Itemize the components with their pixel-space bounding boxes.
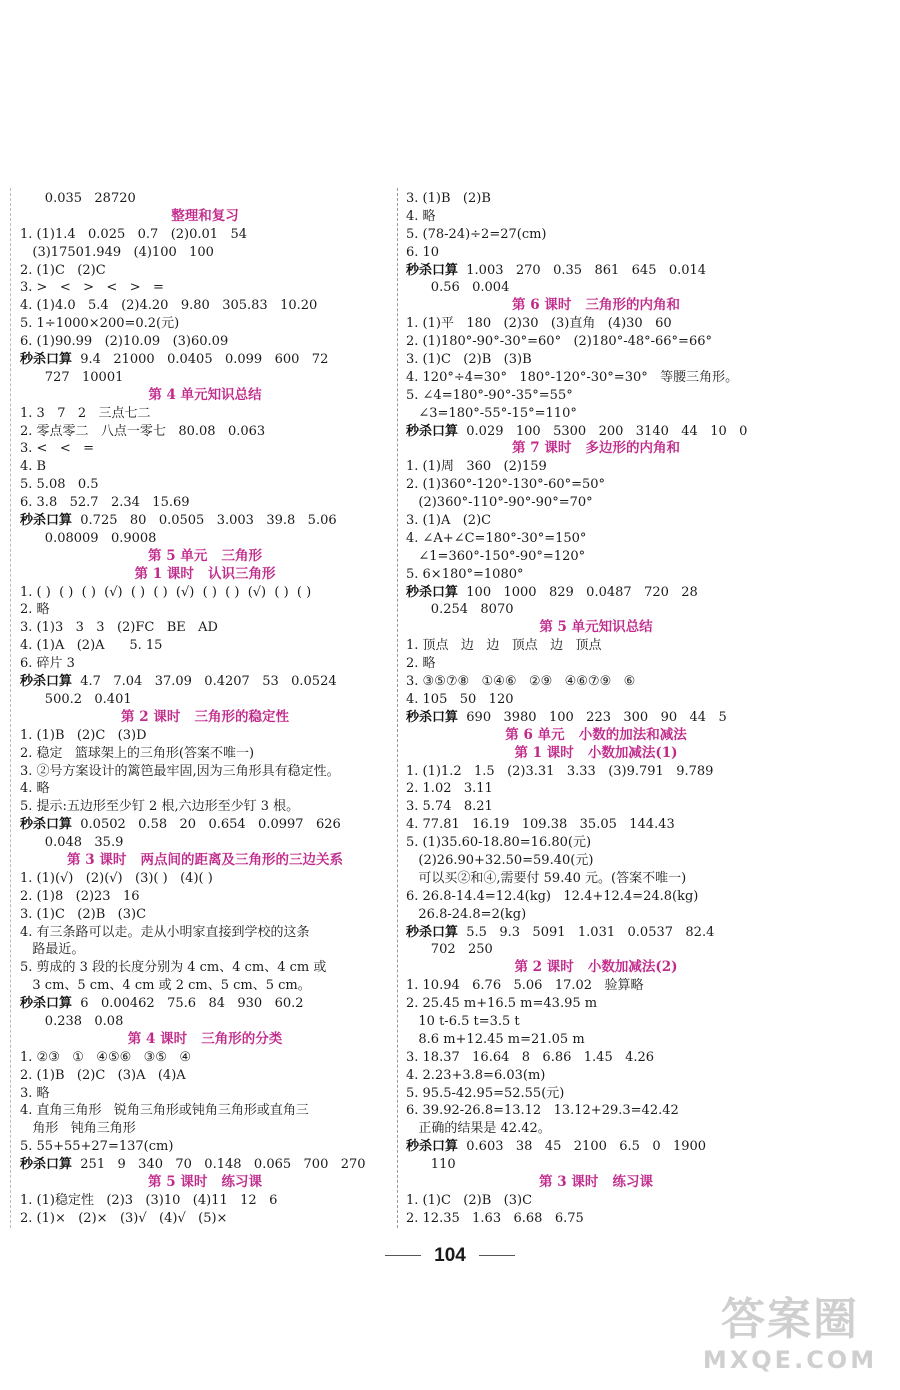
line-text: 2. (1)× (2)× (3)√ (4)√ (5)×: [20, 1210, 228, 1226]
answer-line: [406, 566, 786, 584]
line-text: 3. (1)A (2)C: [406, 513, 492, 529]
answer-line: [20, 619, 390, 637]
mental-math-label: 秒杀口算: [406, 709, 459, 725]
line-text: 5. 55+55+27=137(cm): [20, 1139, 174, 1155]
line-text: 0.56 0.004: [406, 280, 510, 296]
answer-line: [20, 190, 390, 208]
line-text: 1. (1)平 180 (2)30 (3)直角 (4)30 60: [406, 316, 672, 332]
mental-math-label: 秒杀口算: [20, 674, 73, 690]
answer-line: [406, 763, 786, 781]
line-text: 4. B: [20, 459, 47, 475]
line-text: 可以买②和④,需要付 59.40 元。(答案不唯一): [406, 870, 687, 886]
answer-line: [20, 1102, 390, 1120]
line-text: 第 1 课时 认识三角形: [134, 565, 276, 582]
answer-line: [20, 333, 390, 351]
answer-line: [406, 190, 786, 208]
line-text: 1. (1)C (2)B (3)C: [406, 1192, 533, 1208]
line-text: 3. 5.74 8.21: [406, 799, 493, 815]
line-text: 3. < < =: [20, 441, 95, 457]
line-text: ∠3=180°-55°-15°=110°: [406, 405, 577, 421]
line-text: 1. 10.94 6.76 5.06 17.02 验算略: [406, 978, 644, 994]
answer-line: [20, 584, 390, 602]
line-text: 5. (1)35.60-18.80=16.80(元): [406, 835, 592, 851]
line-text: 2. 略: [406, 656, 436, 672]
line-text: 3. (1)B (2)B: [406, 191, 491, 206]
line-text: (3)17501.949 (4)100 100: [20, 244, 214, 260]
answer-line: [406, 1156, 786, 1174]
line-text: 5. 提示:五边形至少钉 2 根,六边形至少钉 3 根。: [20, 799, 300, 815]
mental-math-line: [20, 816, 390, 834]
answer-line: [20, 601, 390, 619]
line-text: 4. 120°÷4=30° 180°-120°-30°=30° 等腰三角形。: [406, 369, 739, 385]
line-text: 1.003 270 0.35 861 645 0.014: [458, 262, 707, 278]
answer-line: [406, 1192, 786, 1210]
line-text: 第 6 课时 三角形的内角和: [512, 297, 680, 314]
answer-line: [406, 1049, 786, 1067]
section-heading: [20, 709, 390, 727]
line-text: 第 1 课时 小数加减法(1): [514, 744, 678, 761]
page-number: 104: [434, 1245, 466, 1266]
answer-line: [20, 655, 390, 673]
line-text: 4. ∠A+∠C=180°-30°=150°: [406, 530, 587, 546]
answer-line: [406, 476, 786, 494]
answer-line: [406, 1031, 786, 1049]
answer-line: [20, 1067, 390, 1085]
answer-line: [20, 798, 390, 816]
watermark-en: MXQE.COM: [702, 1346, 878, 1374]
line-text: 第 6 单元 小数的加法和减法: [505, 726, 687, 743]
mental-math-line: [406, 423, 786, 441]
line-text: 6. 26.8-14.4=12.4(kg) 12.4+12.4=24.8(kg): [406, 888, 699, 904]
mental-math-label: 秒杀口算: [406, 584, 459, 600]
watermark-cn: 答案圈: [721, 1294, 859, 1345]
line-text: 第 5 课时 练习课: [148, 1173, 262, 1190]
line-text: 1. (1)1.4 0.025 0.7 (2)0.01 54: [20, 226, 248, 242]
line-text: 1. (1)周 360 (2)159: [406, 459, 547, 475]
line-text: 4.7 7.04 37.09 0.4207 53 0.0524: [72, 674, 337, 690]
line-text: 2. 1.02 3.11: [406, 781, 493, 797]
answer-line: [20, 691, 390, 709]
answer-line: [20, 1049, 390, 1067]
line-text: 第 2 课时 小数加减法(2): [514, 959, 678, 976]
answer-line: [406, 1102, 786, 1120]
section-heading: [20, 387, 390, 405]
answer-line: [20, 226, 390, 244]
line-text: 5.5 9.3 5091 1.031 0.0537 82.4: [458, 924, 715, 940]
section-heading: [406, 440, 786, 458]
answer-line: [20, 530, 390, 548]
line-text: 第 4 课时 三角形的分类: [127, 1030, 283, 1047]
answer-line: [406, 1210, 786, 1228]
footer-dash-right: [479, 1255, 515, 1256]
left-margin-rule: [10, 188, 11, 1228]
answer-line: [20, 834, 390, 852]
answer-line: [406, 941, 786, 959]
answer-line: [406, 530, 786, 548]
mental-math-label: 秒杀口算: [20, 1157, 73, 1173]
line-text: 6. 39.92-26.8=13.12 13.12+29.3=42.42: [406, 1103, 679, 1119]
answer-line: [20, 440, 390, 458]
answer-line: [20, 727, 390, 745]
answer-line: [406, 1120, 786, 1138]
line-text: 4. 有三条路可以走。走从小明家直接到学校的这条: [20, 924, 310, 940]
answer-line: [406, 906, 786, 924]
section-heading: [20, 548, 390, 566]
section-heading: [406, 959, 786, 977]
answer-line: [20, 763, 390, 781]
answer-line: [20, 1120, 390, 1138]
answer-line: [406, 315, 786, 333]
answer-line: [20, 1085, 390, 1103]
line-text: 6. 3.8 52.7 2.34 15.69: [20, 495, 190, 511]
answer-line: [20, 941, 390, 959]
section-heading: [20, 1174, 390, 1192]
answer-line: [20, 1192, 390, 1210]
answer-line: [406, 870, 786, 888]
line-text: 1. ( ) ( ) ( ) (√) ( ) ( ) (√) ( ) ( ) (√) ( ) ( ): [20, 584, 312, 600]
line-text: ∠1=360°-150°-90°=120°: [406, 548, 586, 564]
line-text: 4. 77.81 16.19 109.38 35.05 144.43: [406, 817, 675, 833]
line-text: 2. 稳定 篮球架上的三角形(答案不唯一): [20, 745, 255, 761]
line-text: 6 0.00462 75.6 84 930 60.2: [72, 996, 304, 1012]
line-text: 2. (1)8 (2)23 16: [20, 888, 140, 904]
answer-line: [20, 637, 390, 655]
line-text: 5. 6×180°=1080°: [406, 566, 524, 582]
line-text: 3. 18.37 16.64 8 6.86 1.45 4.26: [406, 1049, 655, 1065]
line-text: 110: [406, 1157, 456, 1173]
answer-line: [406, 1085, 786, 1103]
line-text: 角形 钝角三角形: [20, 1121, 136, 1137]
line-text: 整理和复习: [171, 207, 239, 224]
answer-line: [406, 673, 786, 691]
line-text: 1. (1)(√) (2)(√) (3)( ) (4)( ): [20, 870, 213, 886]
line-text: 5. (78-24)÷2=27(cm): [406, 226, 547, 242]
line-text: 6. 10: [406, 244, 440, 260]
answer-line: [20, 870, 390, 888]
mental-math-line: [406, 262, 786, 280]
answer-line: [406, 798, 786, 816]
line-text: 5. 1÷1000×200=0.2(元): [20, 316, 180, 332]
line-text: 4. 略: [20, 781, 50, 797]
section-heading: [406, 297, 786, 315]
line-text: 0.254 8070: [406, 602, 514, 618]
mental-math-line: [406, 709, 786, 727]
mental-math-label: 秒杀口算: [406, 924, 459, 940]
line-text: 100 1000 829 0.0487 720 28: [458, 584, 698, 600]
answer-line: [406, 226, 786, 244]
line-text: 4. 105 50 120: [406, 691, 514, 707]
line-text: 4. (1)A (2)A 5. 15: [20, 638, 163, 654]
page-footer: [0, 1245, 900, 1267]
answer-line: [20, 476, 390, 494]
mental-math-label: 秒杀口算: [20, 996, 73, 1012]
mental-math-label: 秒杀口算: [20, 352, 73, 368]
line-text: 2. 25.45 m+16.5 m=43.95 m: [406, 996, 598, 1012]
answer-line: [406, 888, 786, 906]
answer-line: [406, 369, 786, 387]
answer-line: [406, 637, 786, 655]
watermark-logo: [690, 1294, 890, 1384]
line-text: 第 4 单元知识总结: [148, 386, 262, 403]
mental-math-line: [20, 512, 390, 530]
answer-line: [20, 279, 390, 297]
line-text: 0.0502 0.58 20 0.654 0.0997 626: [72, 817, 341, 833]
answer-line: [20, 458, 390, 476]
mental-math-label: 秒杀口算: [406, 262, 459, 278]
section-heading: [20, 208, 390, 226]
line-text: 0.238 0.08: [20, 1013, 124, 1029]
mental-math-line: [20, 1156, 390, 1174]
answer-column-right: [406, 190, 786, 1228]
line-text: 1. 顶点 边 边 顶点 边 顶点: [406, 638, 602, 654]
answer-line: [20, 1013, 390, 1031]
answer-line: [406, 279, 786, 297]
line-text: 3. > < > < > =: [20, 280, 164, 296]
answer-line: [406, 977, 786, 995]
footer-dash-left: [385, 1255, 421, 1256]
section-heading: [20, 566, 390, 584]
line-text: 1. ②③ ① ④⑤⑥ ③⑤ ④: [20, 1049, 192, 1065]
answer-line: [20, 888, 390, 906]
answer-line: [406, 387, 786, 405]
line-text: 6. (1)90.99 (2)10.09 (3)60.09: [20, 334, 229, 350]
column-divider: [397, 188, 398, 1228]
answer-line: [20, 262, 390, 280]
line-text: 10 t-6.5 t=3.5 t: [406, 1013, 520, 1029]
line-text: 2. (1)180°-90°-30°=60° (2)180°-48°-66°=66°: [406, 334, 712, 350]
answer-line: [20, 315, 390, 333]
line-text: 3. (1)3 3 3 (2)FC BE AD: [20, 620, 218, 636]
line-text: 3. 略: [20, 1085, 50, 1101]
line-text: 9.4 21000 0.0405 0.099 600 72: [72, 352, 329, 368]
line-text: 5. 剪成的 3 段的长度分别为 4 cm、4 cm、4 cm 或: [20, 960, 327, 976]
line-text: 0.603 38 45 2100 6.5 0 1900: [458, 1139, 707, 1155]
line-text: 第 5 单元知识总结: [539, 619, 653, 636]
line-text: 0.048 35.9: [20, 835, 124, 851]
answer-line: [406, 691, 786, 709]
line-text: 6. 碎片 3: [20, 656, 75, 672]
section-heading: [406, 1174, 786, 1192]
answer-line: [20, 1138, 390, 1156]
line-text: 3. ③⑤⑦⑧ ①④⑥ ②⑨ ④⑥⑦⑨ ⑥: [406, 674, 636, 690]
line-text: (2)360°-110°-90°-90°=70°: [406, 495, 593, 511]
answer-line: [20, 494, 390, 512]
answer-line: [20, 244, 390, 262]
line-text: 5. 5.08 0.5: [20, 477, 99, 493]
mental-math-line: [20, 673, 390, 691]
mental-math-line: [20, 351, 390, 369]
line-text: 1. (1)1.2 1.5 (2)3.31 3.33 (3)9.791 9.789: [406, 763, 714, 779]
line-text: 0.035 28720: [20, 191, 136, 206]
line-text: 第 7 课时 多边形的内角和: [512, 440, 680, 457]
answer-line: [406, 852, 786, 870]
mental-math-line: [406, 584, 786, 602]
mental-math-label: 秒杀口算: [406, 1139, 459, 1155]
mental-math-label: 秒杀口算: [406, 423, 459, 439]
line-text: 第 5 单元 三角形: [148, 547, 262, 564]
line-text: 4. 2.23+3.8=6.03(m): [406, 1067, 546, 1083]
line-text: 正确的结果是 42.42。: [406, 1121, 551, 1137]
line-text: 251 9 340 70 0.148 0.065 700 270: [72, 1157, 366, 1173]
line-text: 0.725 80 0.0505 3.003 39.8 5.06: [72, 513, 337, 529]
line-text: 500.2 0.401: [20, 691, 132, 707]
answer-line: [20, 780, 390, 798]
line-text: 第 2 课时 三角形的稳定性: [121, 708, 289, 725]
answer-line: [406, 1067, 786, 1085]
answer-line: [20, 369, 390, 387]
line-text: 26.8-24.8=2(kg): [406, 906, 527, 922]
line-text: 5. ∠4=180°-90°-35°=55°: [406, 387, 573, 403]
line-text: 1. (1)稳定性 (2)3 (3)10 (4)11 12 6: [20, 1192, 278, 1208]
answer-line: [406, 458, 786, 476]
section-heading: [406, 619, 786, 637]
answer-line: [406, 655, 786, 673]
line-text: 702 250: [406, 942, 493, 958]
answer-line: [406, 494, 786, 512]
line-text: 2. (1)B (2)C (3)A (4)A: [20, 1067, 186, 1083]
answer-line: [406, 351, 786, 369]
answer-line: [20, 924, 390, 942]
answer-line: [406, 995, 786, 1013]
answer-line: [406, 244, 786, 262]
line-text: (2)26.90+32.50=59.40(元): [406, 852, 594, 868]
section-heading: [20, 852, 390, 870]
line-text: 路最近。: [20, 942, 85, 958]
line-text: 第 3 课时 两点间的距离及三角形的三边关系: [67, 851, 343, 868]
line-text: 1. 3 7 2 三点七二: [20, 405, 151, 421]
line-text: 2. 12.35 1.63 6.68 6.75: [406, 1210, 584, 1226]
answer-line: [406, 834, 786, 852]
answer-line: [406, 780, 786, 798]
line-text: 2. 零点零二 八点一零七 80.08 0.063: [20, 423, 266, 439]
line-text: 2. (1)360°-120°-130°-60°=50°: [406, 477, 606, 493]
line-text: 3. (1)C (2)B (3)C: [20, 906, 147, 922]
answer-line: [406, 601, 786, 619]
mental-math-line: [406, 1138, 786, 1156]
line-text: 4. 略: [406, 208, 436, 224]
line-text: 3. (1)C (2)B (3)B: [406, 352, 532, 368]
answer-column-left: [20, 190, 390, 1228]
mental-math-line: [20, 995, 390, 1013]
answer-line: [406, 333, 786, 351]
line-text: 3 cm、5 cm、4 cm 或 2 cm、5 cm、5 cm。: [20, 978, 311, 994]
line-text: 0.08009 0.9008: [20, 530, 157, 546]
line-text: 727 10001: [20, 369, 124, 385]
section-heading: [406, 727, 786, 745]
answer-line: [20, 405, 390, 423]
answer-line: [406, 548, 786, 566]
answer-line: [406, 512, 786, 530]
answer-line: [406, 208, 786, 226]
answer-line: [406, 405, 786, 423]
answer-line: [20, 1210, 390, 1228]
answer-line: [406, 1013, 786, 1031]
line-text: 5. 95.5-42.95=52.55(元): [406, 1085, 565, 1101]
answer-line: [20, 906, 390, 924]
answer-line: [20, 959, 390, 977]
answer-line: [20, 977, 390, 995]
line-text: 4. 直角三角形 锐角三角形或钝角三角形或直角三: [20, 1103, 309, 1119]
line-text: 4. (1)4.0 5.4 (2)4.20 9.80 305.83 10.20: [20, 298, 318, 314]
line-text: 0.029 100 5300 200 3140 44 10 0: [458, 423, 748, 439]
answer-line: [20, 423, 390, 441]
answer-line: [20, 297, 390, 315]
answer-line: [20, 745, 390, 763]
line-text: 690 3980 100 223 300 90 44 5: [458, 709, 727, 725]
mental-math-label: 秒杀口算: [20, 817, 73, 833]
line-text: 8.6 m+12.45 m=21.05 m: [406, 1031, 585, 1047]
line-text: 1. (1)B (2)C (3)D: [20, 727, 147, 743]
line-text: 第 3 课时 练习课: [539, 1173, 653, 1190]
mental-math-line: [406, 924, 786, 942]
section-heading: [20, 1031, 390, 1049]
line-text: 2. 略: [20, 602, 50, 618]
line-text: 3. ②号方案设计的篱笆最牢固,因为三角形具有稳定性。: [20, 763, 340, 779]
answer-line: [406, 816, 786, 834]
mental-math-label: 秒杀口算: [20, 513, 73, 529]
line-text: 2. (1)C (2)C: [20, 262, 106, 278]
section-heading: [406, 745, 786, 763]
